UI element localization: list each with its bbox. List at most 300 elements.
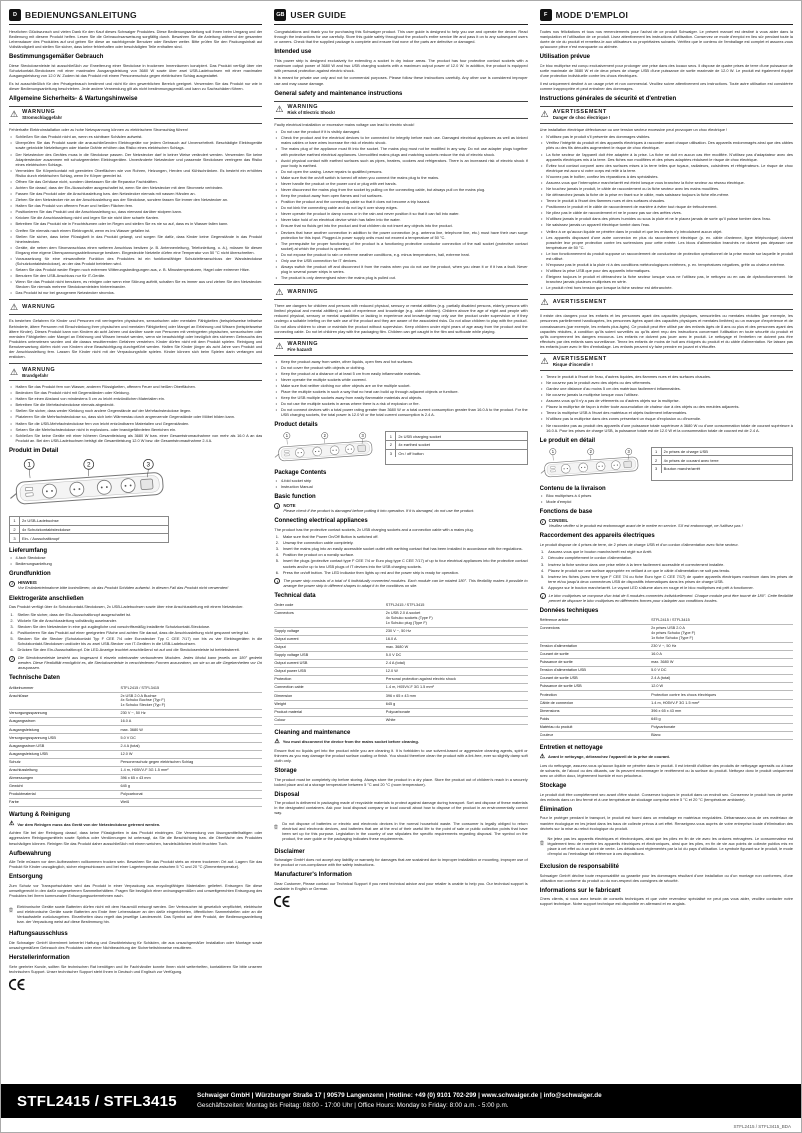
list-item-text: Ne pliez pas le câble de raccordement et ne le posez pas sur des arêtes vives. xyxy=(546,210,682,216)
table-row xyxy=(9,710,262,718)
list-item-text: Wickeln Sie die Anschlussleitung vollständig auseinander. xyxy=(17,617,117,623)
list-item xyxy=(540,174,793,179)
section-heading: General safety and maintenance instructions xyxy=(274,90,403,97)
warning-triangle-icon: ⚠ xyxy=(540,296,549,307)
weee-disposal xyxy=(540,834,793,859)
section-heading: Elektrogeräte anschließen xyxy=(9,595,84,602)
table-key: Gewicht xyxy=(9,783,120,791)
weee-bin-icon xyxy=(9,901,13,918)
paragraph: Es bestehen Gefahren für Kinder und Personen mit verringerten physischen, sensorischen oder mentalen Fähigkeiten (beispielsweise teilweise Behinderte, ältere Personen mit Einschränkung ihrer physischen und mentalen Fähigkeiten) oder Mangel an Erfahrung und Wissen (beispielsweise ältere Kinder). Dieses Produkt kann von Kindern ab acht Jahren und darüber sowie von Personen mit verringerten physischen, sensorischen oder mentalen Fähigkeiten oder Mangel an Erfahrung und Wissen benutzt werden, wenn sie beaufsichtigt oder bezüglich des sicheren Gebrauchs des Produktes unterwiesen wurden und die daraus resultierenden Gefahren verstehen. Kinder dürfen nicht mit dem Produkt spielen. Reinigung und Benutzerwartung dürfen nicht von Kindern ohne Beaufsichtigung durchgeführt werden. Halten Sie Kinder jünger als acht Jahre vom Produkt und der Anschlussleitung fern. Lassen Sie Kinder nicht mit der Verpackungsfolie spielen. Kinder können sich beim Spielen darin verfangen und ersticken. xyxy=(9,318,263,360)
list-item-text: Voraussetzung für eine einwandfreie Funktion des Produktes ist ein funktionsfähiger Schutzleiteranschluss der Wandsteckdose (Schutzkontaktsteckdose), an der das Produkt betrieben wird. xyxy=(15,255,263,266)
warning-line xyxy=(9,821,262,827)
list-marker: • xyxy=(275,223,278,229)
table-key: Produktmaterial xyxy=(9,791,120,799)
warning-label: WARNING xyxy=(287,341,319,348)
warning-title: Brandgefahr xyxy=(22,372,49,378)
list-marker: • xyxy=(540,210,543,216)
warning-label: WARNUNG xyxy=(22,109,56,116)
list-item-text: Le bon fonctionnement du produit suppose un raccordement de conducteur de protection opérationnel de la prise murale sur laquelle le produit est utilisé. xyxy=(546,250,793,261)
table-row xyxy=(540,658,793,666)
table-value: Protection contre les chocs électriques xyxy=(651,691,793,699)
list-item xyxy=(274,264,527,274)
warning-line-text: Vor dem Reinigen muss das Gerät von der Netzsteckdose getrennt werden. xyxy=(17,821,161,827)
list-item-text: Stecken Sie den Netzstecker in eine gut zugängliche und vorschriftsmäßig installierte Schutzkontakt-Steckdose. xyxy=(17,623,211,629)
section-heading: Intended use xyxy=(274,49,312,56)
list-item-text: Check the product and the electrical devices to be connected for integrity before each use. Damaged electrical appliances as well as kinked mains cables or bare wires increase the risk of electric shock. xyxy=(280,135,528,146)
list-marker: • xyxy=(540,392,543,398)
list-marker: • xyxy=(540,493,543,499)
warning-title: Danger de choc électrique ! xyxy=(552,115,611,121)
section-heading: Produkt im Detail xyxy=(9,447,59,454)
warning-title: Risque d'incendie ! xyxy=(552,362,593,368)
list-item-text: Setzen Sie die Mehrfachsteckdose nicht in explosions- oder brandgefährdeten Bereichen ein. xyxy=(15,426,177,432)
paragraph: The product must be completely dry before storing. Always store the product in a dry place. Store the product out of children's reach in a securely locked place and at a storage temperature between 5 °C and 20 °C (room temperature). xyxy=(274,776,528,787)
paragraph: Il existe des dangers pour les enfants et les personnes ayant des capacités physiques, sensorielles ou mentales réduites (par exemple, les personnes partiellement handicapées, les personnes âgées ayant des capacités physiques et mentales limitées) ou un manque d'expérience et de connaissances (par exemple, les enfants plus âgés). Ce produit peut être utilisé par des enfants âgés de 8 ans ou plus et des personnes ayant des capacités réduites, à condition qu'ils soient surveillés ou qu'ils aient reçu des instructions concernant l'utilisation en toute sécurité du produit et qu'ils comprennent les dangers encourus. Les enfants ne doivent pas jouer avec le produit. Le nettoyage et l'entretien ne doivent pas être effectués par des enfants sans surveillance. Tenez les enfants de moins de huit ans éloignés du produit et du câble d'alimentation. Ne laissez pas les enfants jouer avec le film d'emballage. Les enfants peuvent s'y faire prendre en jouant et s'étouffer. xyxy=(539,313,793,349)
list-item-text: Insérez les fiches (avec terre type F CEE 7/4 ou fiche Euro type C CEE 7/17) de quatre appareils électriques maximum dans les prises de terre et/ou jusqu'à deux connecteurs USB de dispositifs informatiques dans les prises de charge USB. xyxy=(548,573,793,584)
list-item-text: Placez la multiprise de façon à éviter toute accumulation de chaleur due à des objets ou des meubles adjacents. xyxy=(546,404,740,410)
table-row xyxy=(9,726,262,734)
numbered-list xyxy=(9,612,262,653)
table-key: Connectors xyxy=(274,609,385,627)
list-marker: • xyxy=(540,162,543,168)
list-item-text: Achten Sie darauf, dass der Ein-/Ausschalter ausgeschaltet ist, wenn Sie den Netzstecker mit dem Stromnetz verbinden. xyxy=(15,184,224,190)
list-marker: • xyxy=(10,267,12,273)
table-key: Farbe xyxy=(9,799,120,807)
column-title: BEDIENUNGSANLEITUNG xyxy=(25,10,137,20)
note-text: Please check if the product is damaged before putting it into operation. If it is damaged, do not use the product. xyxy=(283,507,475,513)
list-item xyxy=(540,416,793,421)
table-key: Order code xyxy=(274,602,385,610)
paragraph: Une installation électrique défectueuse ou une tension secteur excessive peut provoquer un choc électrique ! xyxy=(539,126,728,132)
list-item-text: The prerequisite for proper functioning of the product is a functioning protective conductor connection of the wall socket (protective contact socket) at which the product is operated. xyxy=(280,240,528,251)
list-item xyxy=(9,245,262,255)
numbered-list xyxy=(274,534,527,575)
warning-box xyxy=(9,299,262,315)
table-key: Matériau du produit xyxy=(540,723,651,731)
list-marker: 6. xyxy=(541,584,545,590)
table-row xyxy=(9,684,262,692)
list-marker: • xyxy=(10,396,12,402)
list-marker: 5. xyxy=(275,558,279,564)
table-row xyxy=(274,700,527,708)
list-item xyxy=(9,256,262,266)
list-item-text: Bedienungsanleitung xyxy=(15,561,52,567)
list-item-text: Assurez-vous qu'il n'y a pas de vêtements ou d'autres objets sur la multiprise. xyxy=(546,398,680,404)
table-row xyxy=(540,650,793,658)
list-marker: • xyxy=(10,290,12,296)
list-item xyxy=(274,365,527,370)
section-heading: Entsorgung xyxy=(9,874,43,881)
table-key: Output xyxy=(274,643,385,651)
table-value: 16.0 A xyxy=(651,650,793,658)
list-item-text: Überprüfen Sie das Produkt sowie die anzuschließenden Elektrogeräte vor jedem Gebrauch auf Unversehrtheit. Beschädigte Elektrogeräte sowie geknickte Netzleitungen oder blanke Drähte erhöhen das Risiko eines elektrischen Schlags. xyxy=(15,140,263,151)
list-item xyxy=(540,285,793,290)
section-heading: Le produit en détail xyxy=(539,437,595,444)
list-marker: • xyxy=(275,251,278,257)
columns xyxy=(9,9,793,1077)
warning-label: AVERTISSEMENT xyxy=(552,109,607,116)
list-item xyxy=(540,186,793,191)
list-item xyxy=(9,390,262,395)
section-heading: Raccordement des appareils électriques xyxy=(539,533,655,540)
list-item xyxy=(9,384,262,389)
list-marker: 1. xyxy=(10,611,14,617)
table-row xyxy=(9,692,262,710)
list-item xyxy=(274,223,527,228)
list-marker: • xyxy=(540,250,543,256)
list-item xyxy=(9,421,262,426)
table-value: STFL2415 / STFL3415 xyxy=(120,684,262,692)
note-label: NOTE xyxy=(283,502,296,508)
list-marker: • xyxy=(540,216,543,222)
technical-data-table xyxy=(9,684,262,807)
paragraph: Lors du nettoyage, assurez-vous qu'aucun liquide ne pénètre dans le produit. Il est interdit d'utiliser des produits de nettoyage agressifs ou à base de solvants, de l'alcool ou des diluants, car ils peuvent endommager le revêtement ou la surface du produit. Nettoyez donc le produit uniquement avec un chiffon doux, légèrement humide et non pelucheux. xyxy=(539,763,793,779)
paragraph: It is meant for private use only and not for commercial purposes. Please follow these instructions carefully. Any other use is considered improper use and may cause damage. xyxy=(274,75,528,86)
list-item-text: Bloc multiprises à 4 prises xyxy=(546,493,592,499)
list-marker: • xyxy=(540,274,543,280)
column-german xyxy=(9,9,262,1077)
table-row xyxy=(540,707,793,715)
list-item-text: Never operate the multiple sockets while covered. xyxy=(280,376,367,382)
list-item-text: Insert the mains plug into an easily accessible socket outlet with earthing contact that has been installed in accordance with the regulations. xyxy=(282,546,523,552)
list-item-text: Wenn Sie das Produkt nicht benutzen, es reinigen oder wenn eine Störung auftritt, schalten Sie es immer aus und ziehen Sie den Netzstecker. Stecken Sie niemals mehrere Steckdosenleisten hintereinander. xyxy=(15,279,263,290)
list-item xyxy=(274,401,527,406)
table-row xyxy=(274,651,527,659)
section-heading: Informations sur le fabricant xyxy=(539,887,621,894)
list-marker: • xyxy=(540,285,543,291)
table-key: Protection xyxy=(540,691,651,699)
list-item xyxy=(274,275,527,280)
list-item xyxy=(9,636,262,646)
list-item xyxy=(540,210,793,215)
section-heading: Aufbewahrung xyxy=(9,850,51,857)
product-legend xyxy=(9,516,169,543)
list-item-text: N'exposez pas le produit à la pluie ni à des conditions météorologiques extrêmes, p. ex. températures négatives, grêle ou chaleur extrême. xyxy=(546,262,786,267)
paragraph: Il est uniquement destiné à un usage privé et non commercial. Veuillez suivre attentivement ces instructions. Toute autre utilisation est considérée comme inappropriée et peut entraîner des dommages. xyxy=(539,80,793,91)
warning-triangle-icon: ⚠ xyxy=(275,341,284,352)
table-key: Puissance de sortie xyxy=(540,658,651,666)
list-item xyxy=(9,140,262,150)
list-marker: • xyxy=(10,432,12,438)
ce-mark xyxy=(274,895,527,913)
table-row xyxy=(9,742,262,750)
list-item xyxy=(9,414,262,419)
list-item-text: Déroulez complètement le cordon d'alimentation. xyxy=(548,555,633,561)
list-marker: • xyxy=(10,384,12,390)
note-box xyxy=(540,518,793,528)
table-value: White xyxy=(386,716,528,724)
list-marker: • xyxy=(10,273,12,279)
table-value: 2.4 A (total) xyxy=(120,742,262,750)
section-heading: Exclusion de responsabilité xyxy=(539,864,620,870)
list-marker: • xyxy=(10,561,12,567)
weee-disposal xyxy=(9,901,262,926)
list-marker: • xyxy=(10,215,12,221)
table-key: Output current USB xyxy=(274,659,385,667)
warning-title: Fire hazard! xyxy=(287,347,313,353)
list-item-text: Press the on/off button. The LED indicator then lights up red and the power strip is ready for operation. xyxy=(282,569,459,575)
footer-company-info xyxy=(197,1091,602,1111)
weee-text: Elektronische Geräte sowie Batterien dürfen nicht mit dem Hausmüll entsorgt werden. Der Verbraucher ist gesetzlich verpflichtet, elektrische und elektronische Geräte sowie Batterien am Ende ihrer Lebensdauer an den dafür eingerichteten, öffentlichen Sammelstellen oder an die Verkaufsstelle zurückzugeben. Einzelheiten dazu regelt das jeweilige Landesrecht. Das Symbol auf dem Produkt, der Bedienungsanleitung bzw. der Verpackung weist auf diese Bestimmung hin. xyxy=(16,903,263,924)
table-value: 2x USB 2.0 A Buchse 4x Schuko Buchse (Typ F) 1x Schuko Stecker (Typ F) xyxy=(120,692,262,710)
warning-triangle-icon: ⚠ xyxy=(10,301,19,312)
table-value: 1.4 m, H05VV-F 3G 1.5 mm² xyxy=(651,699,793,707)
legend-row xyxy=(652,456,792,465)
legend-number: 1 xyxy=(10,517,20,525)
table-value: Blanc xyxy=(651,731,793,739)
section-heading: Basic function xyxy=(274,493,316,500)
list-marker: • xyxy=(540,140,543,146)
table-row xyxy=(274,684,527,692)
legend-number: 3 xyxy=(652,465,662,473)
list-marker: • xyxy=(540,151,543,157)
section-heading: Allgemeine Sicherheits- & Wartungshinweise xyxy=(9,95,138,102)
list-item xyxy=(274,181,527,186)
list-item-text: N'utilisez pas la multiprise dans des zones présentant un risque d'explosion ou d'incendie. xyxy=(546,416,702,422)
table-key: Ausgangsstrom xyxy=(9,718,120,726)
tech-table xyxy=(540,617,793,740)
bullet-list xyxy=(540,374,793,433)
list-item-text: Tenez le produit à l'écart de l'eau, d'autres liquides, des flammes nues et des surfaces chaudes. xyxy=(546,373,712,379)
list-item xyxy=(9,624,262,629)
list-marker: 4. xyxy=(541,567,545,573)
paragraph: This power strip is designed exclusively for extending a socket in dry indoor areas. The product has four protective contact sockets with a maximum output power of 3680 W and two USB charging sockets with a maximum output power of 12.0 W. In addition, the product is equipped with personal protection against electric shock. xyxy=(274,57,528,73)
table-row xyxy=(9,734,262,742)
weee-bin-icon xyxy=(540,834,544,851)
table-value: 2.4 A (total) xyxy=(651,675,793,683)
table-value: 1.4 m, H05VV-F 3G 1.5 mm² xyxy=(120,766,262,774)
ce-logo xyxy=(274,895,291,908)
legend-row xyxy=(386,432,526,441)
list-item-text: Never disconnect the mains plug from the socket by pulling on the connecting cable, but always pull on the mains plug. xyxy=(280,186,486,192)
table-value: 645 g xyxy=(120,783,262,791)
list-marker: • xyxy=(10,244,12,250)
table-value: 2.4 A (total) xyxy=(386,659,528,667)
list-item-text: Stellen Sie sicher, dass weder Kleidung noch andere Gegenstände auf der Mehrfachsteckdose liegen. xyxy=(15,408,192,414)
warning-triangle-icon: ⚠ xyxy=(275,286,284,297)
list-item-text: N'utilisez jamais le produit dans des pièces humides ou sous la pluie et ne le placez jamais de sorte qu'il puisse tomber dans l'eau. xyxy=(546,216,771,222)
footer-hours-line: Geschäftszeiten: Montag bis Freitag: 08:00 - 17:00 Uhr | Office Hours: Monday to Friday: 8:00 a.m. - 5:00 p.m. xyxy=(196,1102,509,1109)
list-marker: • xyxy=(275,157,278,163)
list-item-text: Mode d'emploi xyxy=(546,499,572,505)
list-item xyxy=(540,423,793,433)
list-item xyxy=(274,175,527,180)
table-row xyxy=(274,609,527,627)
table-value: 16.0 A xyxy=(386,635,528,643)
section-heading: Fonctions de base xyxy=(539,509,593,516)
info-icon: i xyxy=(540,593,546,599)
warning-triangle-icon: ⚠ xyxy=(10,366,19,377)
table-row xyxy=(274,668,527,676)
warning-triangle-icon: ⚠ xyxy=(10,109,19,120)
list-item xyxy=(274,359,527,364)
list-marker: • xyxy=(10,140,12,146)
list-item xyxy=(9,215,262,220)
warning-box xyxy=(540,294,793,310)
list-item xyxy=(274,546,527,551)
list-marker: • xyxy=(275,240,278,246)
legend-label: 2x prises de charge USB xyxy=(663,449,708,455)
legend-label: 4x prises de courant avec terre xyxy=(663,457,719,463)
list-marker: • xyxy=(540,499,543,505)
table-row xyxy=(540,731,793,739)
table-value: 5.0 V DC xyxy=(386,651,528,659)
section-heading: Disposal xyxy=(274,791,300,798)
list-item-text: Fassen Sie das Produkt oder die Anschlussleitung bzw. den Netzstecker niemals mit nassen Händen an. xyxy=(15,191,196,197)
list-item-text: Make sure that neither clothing nor other objects are on the multiple socket. xyxy=(280,383,411,389)
table-row xyxy=(540,625,793,643)
list-item xyxy=(9,185,262,190)
column-header xyxy=(274,9,527,25)
list-marker: • xyxy=(540,268,543,274)
table-key: Tension d'alimentation USB xyxy=(540,667,651,675)
document-code: STFL2415 / STFL3415_BDA xyxy=(733,1124,791,1129)
column-title: MODE D'EMPLOI xyxy=(555,10,629,20)
table-row xyxy=(540,691,793,699)
list-item-text: Vérifiez l'intégrité du produit et des appareils électriques à raccorder avant chaque utilisation. Des appareils endommagés ainsi que des câbles pliés ou des fils dénudés augmentent le risque de choc électrique. xyxy=(546,140,793,151)
table-key: Dimensions xyxy=(540,707,651,715)
section-heading: Connecting electrical appliances xyxy=(274,518,368,525)
list-marker: • xyxy=(540,179,543,185)
list-item-text: Halten Sie einen Abstand von mindestens 5 cm zu leicht entzündlichen Materialien ein. xyxy=(15,396,165,402)
table-key: Protection xyxy=(274,676,385,684)
section-heading: Lieferumfang xyxy=(9,547,48,554)
list-item xyxy=(9,290,262,295)
table-key: Schutz xyxy=(9,758,120,766)
list-item-text: Ne raccordez pas au produit des appareils d'une puissance totale supérieure à 3680 W ou d'une consommation totale de courant supérieure à 16.0 A. Pour les prises de charge USB, la puissance totale est de 12.0 W et la consommation totale de courant est de 2.4 A. xyxy=(546,422,793,433)
list-item xyxy=(274,258,527,263)
list-item xyxy=(274,217,527,222)
section-heading: Grundfunktion xyxy=(9,571,51,578)
table-key: Supply voltage USB xyxy=(274,651,385,659)
list-marker: • xyxy=(540,234,543,240)
table-value: 645 g xyxy=(651,715,793,723)
list-marker: • xyxy=(10,414,12,420)
legend-number: 3 xyxy=(10,534,20,542)
list-item xyxy=(540,198,793,203)
note-label: HINWEIS xyxy=(18,580,37,586)
warning-label: WARNUNG xyxy=(22,366,56,373)
table-row xyxy=(274,708,527,716)
section-heading: Manufacturer's Information xyxy=(274,872,352,879)
list-item xyxy=(9,402,262,407)
bullet-list xyxy=(274,129,527,280)
list-item-text: Keep the product away from water, other liquids, open fires and hot surfaces. xyxy=(280,358,414,364)
list-item xyxy=(274,389,527,394)
list-item xyxy=(540,163,793,173)
list-item xyxy=(540,216,793,221)
warning-triangle-icon: ⚠ xyxy=(539,754,546,761)
list-item-text: Assurez-vous que le bouton marche/arrêt est réglé sur Arrêt. xyxy=(548,549,653,555)
list-marker: • xyxy=(10,197,12,203)
list-item xyxy=(540,404,793,409)
warning-triangle-icon: ⚠ xyxy=(274,738,280,745)
tech-table xyxy=(274,602,527,725)
table-row xyxy=(274,643,527,651)
list-item xyxy=(540,380,793,385)
weee-text: Ne jetez pas les appareils électriques et électroniques, ainsi que les piles en fin de vie avec les ordures ménagères. Le consommateur est légalement tenu de remettre les appareils électriques et électroniques, ainsi que les piles, en fin de vie aux points de collecte publics mis en place à cet effet ou à un point de vente. Les détails sont réglementés par la loi du pays d'utilisation. Le symbole figurant sur le produit, le mode d'emploi ou l'emballage fait référence à ces dispositions. xyxy=(547,836,793,857)
table-key: Dimension xyxy=(274,692,385,700)
list-marker: • xyxy=(540,410,543,416)
list-item xyxy=(540,410,793,415)
info-icon: i xyxy=(274,578,280,584)
section-heading: Entretien et nettoyage xyxy=(539,745,603,752)
section-heading: Élimination xyxy=(539,806,572,813)
list-item xyxy=(9,555,262,560)
note-text: The power strip consists of a total of 6 individually connected modules. Each module can be rotated 180°. This flexibility makes it possible to arrange the power strip in different shapes to adapt it to the conditions on site. xyxy=(283,577,528,588)
table-value: Weiß xyxy=(120,799,262,807)
table-key: Artikelnummer xyxy=(9,684,120,692)
list-item-text: Appuyez sur le bouton marche/arrêt. Le voyant LED s'allume alors en rouge et le bloc multiprises est prêt à fonctionner. xyxy=(548,584,754,590)
list-item xyxy=(9,427,262,432)
list-item-text: Ziehen Sie den Netzstecker nie an der Anschlussleitung aus der Steckdose, sondern fassen Sie immer den Netzstecker an. xyxy=(15,197,229,203)
table-row xyxy=(9,791,262,799)
list-item-text: Do not cover the product with objects or clothing. xyxy=(280,364,365,370)
list-item-text: Keep the product at a distance of at least 5 cm from easily inflammable materials. xyxy=(280,370,421,376)
table-value: max. 3680 W xyxy=(120,726,262,734)
list-item-text: Gardez une distance d'au moins 5 cm des matériaux facilement inflammables. xyxy=(546,386,681,392)
product-detail-figure xyxy=(274,431,527,465)
paragraph: Ensure that no liquids get into the product while you are cleaning it. It is forbidden to use solvent-based or aggressive cleaning agents, spirit or thinners as you may damage the product surface coating or finish. You should therefore clean the product with a lint-free, ever so slightly damp soft cloth only. xyxy=(274,747,528,763)
section-heading: Stockage xyxy=(539,783,567,790)
paragraph: Fehlerhafte Elektroinstallation oder zu hohe Netzspannung können zu elektrischem Stromschlag führen! xyxy=(9,126,189,132)
paragraph: Sehr geehrter Kunde, sollten Sie technischen Rat benötigen und Ihr Fachhändler konnte Ihnen nicht weiterhelfen, kontaktieren Sie bitte unseren technischen Support. Unser technischer Support steht Ihnen in Deutsch und Englisch zur Verfügung. xyxy=(9,963,263,974)
column-title: USER GUIDE xyxy=(290,10,347,20)
list-item xyxy=(540,192,793,197)
list-item xyxy=(540,235,793,250)
list-item xyxy=(9,647,262,652)
warning-label: WARNUNG xyxy=(22,304,56,311)
tech-table xyxy=(9,684,262,807)
list-item-text: Positionieren Sie das Produkt auf einer geeigneten Fläche und achten Sie darauf, dass die Anschlussleitung nicht gespannt verlegt ist. xyxy=(17,629,249,635)
list-item xyxy=(9,191,262,196)
list-item xyxy=(9,134,262,139)
legend-label: Bouton marche/arrêt xyxy=(663,466,701,472)
legend-row xyxy=(652,448,792,457)
list-item-text: Der Netzstecker des Gerätes muss in die Steckdose passen. Der Netzstecker darf in keiner Weise verändert werden. Verwenden Sie keine Adapterstecker zusammen mit schutzgeerdeten Elektrogeräten. Unveränderte Netzstecker und passende Steckdosen verringern das Risiko eines elektrischen Schlags. xyxy=(15,151,263,167)
paragraph: Zum Schutz vor Transportschäden wird das Produkt in einer Verpackung aus recyclingfähigen Materialien geliefert. Entsorgen Sie diese umweltgerecht in den dafür vorgesehenen Sammelbehältern. Fragen Sie bezüglich einer ordnungsgemäßen und umweltgerechten Entsorgung des Produktes bei Ihrem kommunalen Entsorgungsunternehmen nach. xyxy=(9,882,263,898)
list-item xyxy=(9,618,262,623)
list-item xyxy=(274,540,527,545)
table-row xyxy=(9,750,262,758)
legend-row xyxy=(10,534,168,542)
list-marker: • xyxy=(275,135,278,141)
list-marker: • xyxy=(540,192,543,198)
paragraph: Schwaiger GmbH décline toute responsabilité ou garantie pour les dommages résultant d'une installation ou d'un montage non conformes, d'une utilisation non conforme du produit ou du non-respect des consignes de sécurité. xyxy=(539,872,793,883)
list-item xyxy=(274,135,527,145)
paragraph: Congratulations and thank you for purchasing this Schwaiger product. This user guide is designed to help you use and operate the device. Read through the instructions for use carefully. Store this guide safely throughout the product's entire service life and pass it on to any subsequent users or owners. Check that the supplied package is complete and ensure that none of the parts are defective or damaged. xyxy=(274,29,528,45)
list-marker: • xyxy=(275,275,278,281)
legend-label: 4x earthed socket xyxy=(398,442,430,448)
list-item xyxy=(540,204,793,209)
table-row xyxy=(9,718,262,726)
list-item-text: Öffnen Sie das Gehäuse nicht, sondern überlassen Sie die Reparatur Fachkräften. xyxy=(15,178,158,184)
paragraph: Herzlichen Glückwunsch und vielen Dank für den Kauf dieses Schwaiger Produktes. Diese Bedienungsanleitung soll Ihnen beim Umgang und der Bedienung mit diesem Produkt helfen. Lesen Sie die Gebrauchsanweisung sorgfältig durch. Bewahren Sie die Anleitung während der gesamten Lebensdauer des Produktes auf und geben Sie diese an nachfolgende Benutzer oder Besitzer weiter. Bitte prüfen Sie den Packungsinhalt auf Vollständigkeit und stellen Sie sicher, dass keine fehlerhaften oder beschädigten Teile enthalten sind. xyxy=(9,29,263,50)
legend-row xyxy=(10,526,168,535)
list-item-text: Veillez à ce qu'aucun liquide ne pénètre dans le produit et que les enfants n'y introduisent aucun objet. xyxy=(546,228,723,234)
list-item-text: Assurez-vous que l'interrupteur marche/arrêt est éteint lorsque vous branchez la fiche secteur au réseau électrique. xyxy=(546,179,745,185)
table-key: Référence article xyxy=(540,617,651,625)
section-heading: Technische Daten xyxy=(9,675,60,682)
list-item-text: N'ouvrez pas le boîtier, confiez les réparations à des spécialistes. xyxy=(546,173,659,179)
legend-number: 2 xyxy=(652,456,662,464)
table-value: 396 x 65 x 43 mm xyxy=(651,707,793,715)
paragraph: Faulty electrical installation or excessive mains voltage can lead to electric shock! xyxy=(274,121,415,127)
table-row xyxy=(540,675,793,683)
table-value: max. 3680 W xyxy=(386,643,528,651)
list-marker: • xyxy=(10,233,12,239)
list-item xyxy=(274,383,527,388)
